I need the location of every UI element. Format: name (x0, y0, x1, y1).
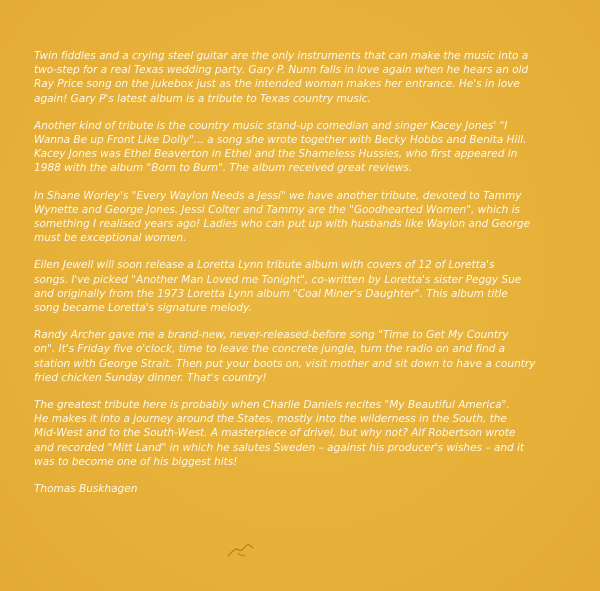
liner-notes (34, 49, 574, 496)
squiggle-mark-icon (226, 543, 256, 559)
paragraph-kacey-jones: Another kind of tribute is the country music stand-up comedian and singer Kacey Jones' "I Wanna Be up Front Like Dolly"... a song she wrote together with Becky Hobbs and Benita Hill. Kacey Jones was Ethel Beaverton in Ethel and the Shameless Hussies, who first appeared in 1988 with the album "Born to Burn". The album received great reviews. (34, 119, 527, 175)
paragraph-eilen-jewell: Eilen Jewell will soon release a Loretta Lynn tribute album with covers of 12 of Loretta's songs. I've picked "Another Man Loved me Tonight", co-written by Loretta's sister Peggy Sue and originally from the 1973 Loretta Lynn album "Coal Miner's Daughter". This album title song became Loretta's signature melody. (34, 259, 522, 315)
paragraph-charlie-daniels: The greatest tribute here is probably when Charlie Daniels recites "My Beautiful America". He makes it into a journey around the States, mostly into the wilderness in the South, the Mid-West and to the South-West. A masterpiece of drivel, but why not? Alf Robertson wrote and recorded "Mitt Land" in which he salutes Sweden – against his producer's wishes – and it was to become one of his biggest hits! (34, 399, 524, 468)
paragraph-shane-worley: In Shane Worley's "Every Waylon Needs a Jessi" we have another tribute, devoted to Tammy Wynette and George Jones. Jessi Colter and Tammy are the "Goodhearted Women", which is something I realised years ago! Ladies who can put up with husbands like Waylon and George must be exceptional women. (34, 189, 531, 245)
paragraph-randy-archer: Randy Archer gave me a brand-new, never-released-before song "Time to Get My Country on". It's Friday five o'clock, time to leave the concrete jungle, turn the radio on and find a station with George Strait. Then put your boots on, visit mother and sit down to have a country fried chicken Sunday dinner. That's country! (34, 329, 536, 384)
paragraph-gary-p-nunn: Twin fiddles and a crying steel guitar are the only instruments that can make the music into a two-step for a real Texas wedding party. Gary P. Nunn falls in love again when he hears an old Ray Price song on the jukebox just as the intended woman makes her entrance. He's in love again! Gary P's latest album is a tribute to Texas country music. (34, 50, 529, 105)
author-signature: Thomas Buskhagen (34, 483, 138, 496)
